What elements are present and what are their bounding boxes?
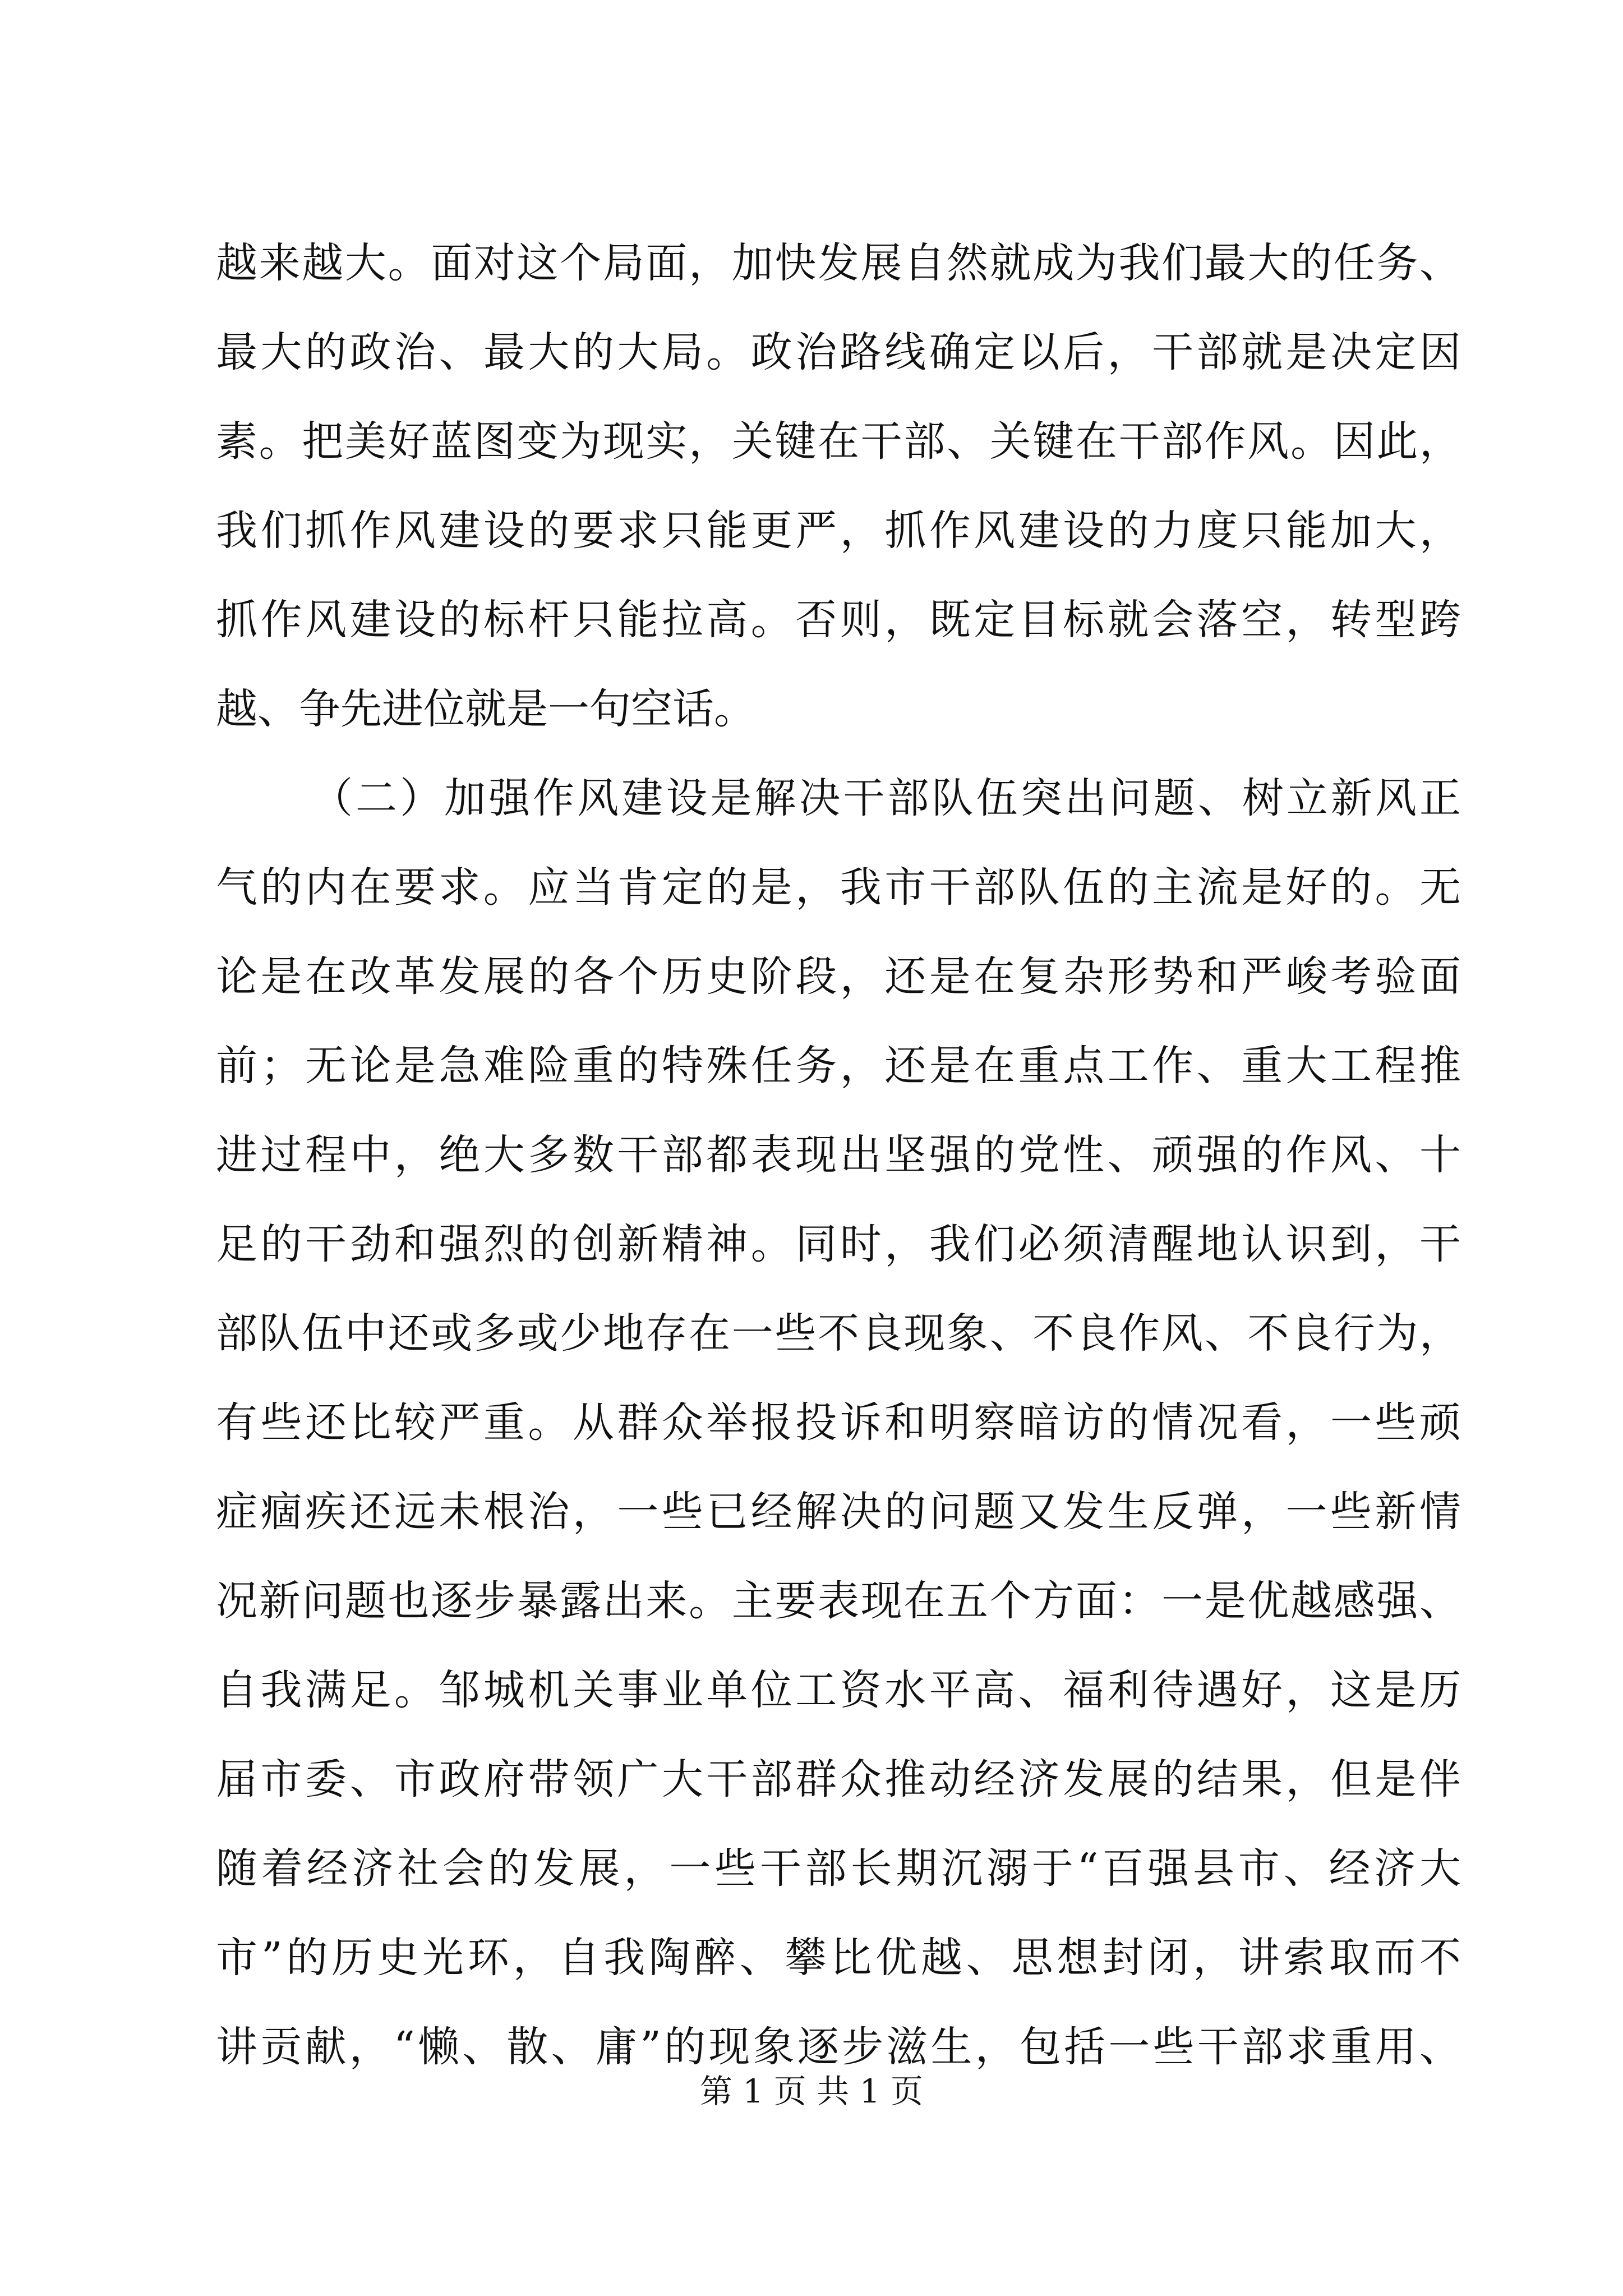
text-line: 部队伍中还或多或少地存在一些不良现象、不良作风、不良行为， — [216, 1309, 1461, 1358]
text-line: 讲贡献，“懒、散、庸”的现象逐步滋生，包括一些干部求重用、 — [216, 2023, 1461, 2071]
text-line: 自我满足。邹城机关事业单位工资水平高、福利待遇好，这是历 — [216, 1666, 1461, 1714]
text-line: 足的干劲和强烈的创新精神。同时，我们必须清醒地认识到，干 — [216, 1220, 1461, 1268]
text-line: 素。把美好蓝图变为现实，关键在干部、关键在干部作风。因此， — [216, 417, 1461, 466]
text-line: 况新问题也逐步暴露出来。主要表现在五个方面：一是优越感强、 — [216, 1577, 1461, 1625]
text-line: 届市委、市政府带领广大干部群众推动经济发展的结果，但是伴 — [216, 1755, 1461, 1803]
text-line: 有些还比较严重。从群众举报投诉和明察暗访的情况看，一些顽 — [216, 1398, 1461, 1447]
text-line: 前；无论是急难险重的特殊任务，还是在重点工作、重大工程推 — [216, 1042, 1461, 1090]
text-line: 随着经济社会的发展，一些干部长期沉溺于“百强县市、经济大 — [216, 1844, 1461, 1893]
text-line: 进过程中，绝大多数干部都表现出坚强的党性、顽强的作风、十 — [216, 1131, 1461, 1179]
text-line: 最大的政治、最大的大局。政治路线确定以后，干部就是决定因 — [216, 328, 1461, 376]
text-line: 越、争先进位就是一句空话。 — [216, 685, 755, 733]
text-line: 抓作风建设的标杆只能拉高。否则，既定目标就会落空，转型跨 — [216, 596, 1461, 644]
text-line: 论是在改革发展的各个历史阶段，还是在复杂形势和严峻考验面 — [216, 953, 1461, 1001]
body-text — [216, 219, 1461, 2092]
paragraph-start-line: （二）加强作风建设是解决干部队伍突出问题、树立新风正 — [311, 774, 1461, 822]
text-line: 气的内在要求。应当肯定的是，我市干部队伍的主流是好的。无 — [216, 863, 1461, 912]
text-line: 市”的历史光环，自我陶醉、攀比优越、思想封闭，讲索取而不 — [216, 1934, 1461, 1982]
text-line: 症痼疾还远未根治，一些已经解决的问题又发生反弹，一些新情 — [216, 1488, 1461, 1536]
page-number-footer: 第 1 页 共 1 页 — [700, 2072, 923, 2110]
text-line: 越来越大。面对这个局面，加快发展自然就成为我们最大的任务、 — [216, 239, 1461, 287]
text-line: 我们抓作风建设的要求只能更严，抓作风建设的力度只能加大， — [216, 507, 1461, 555]
